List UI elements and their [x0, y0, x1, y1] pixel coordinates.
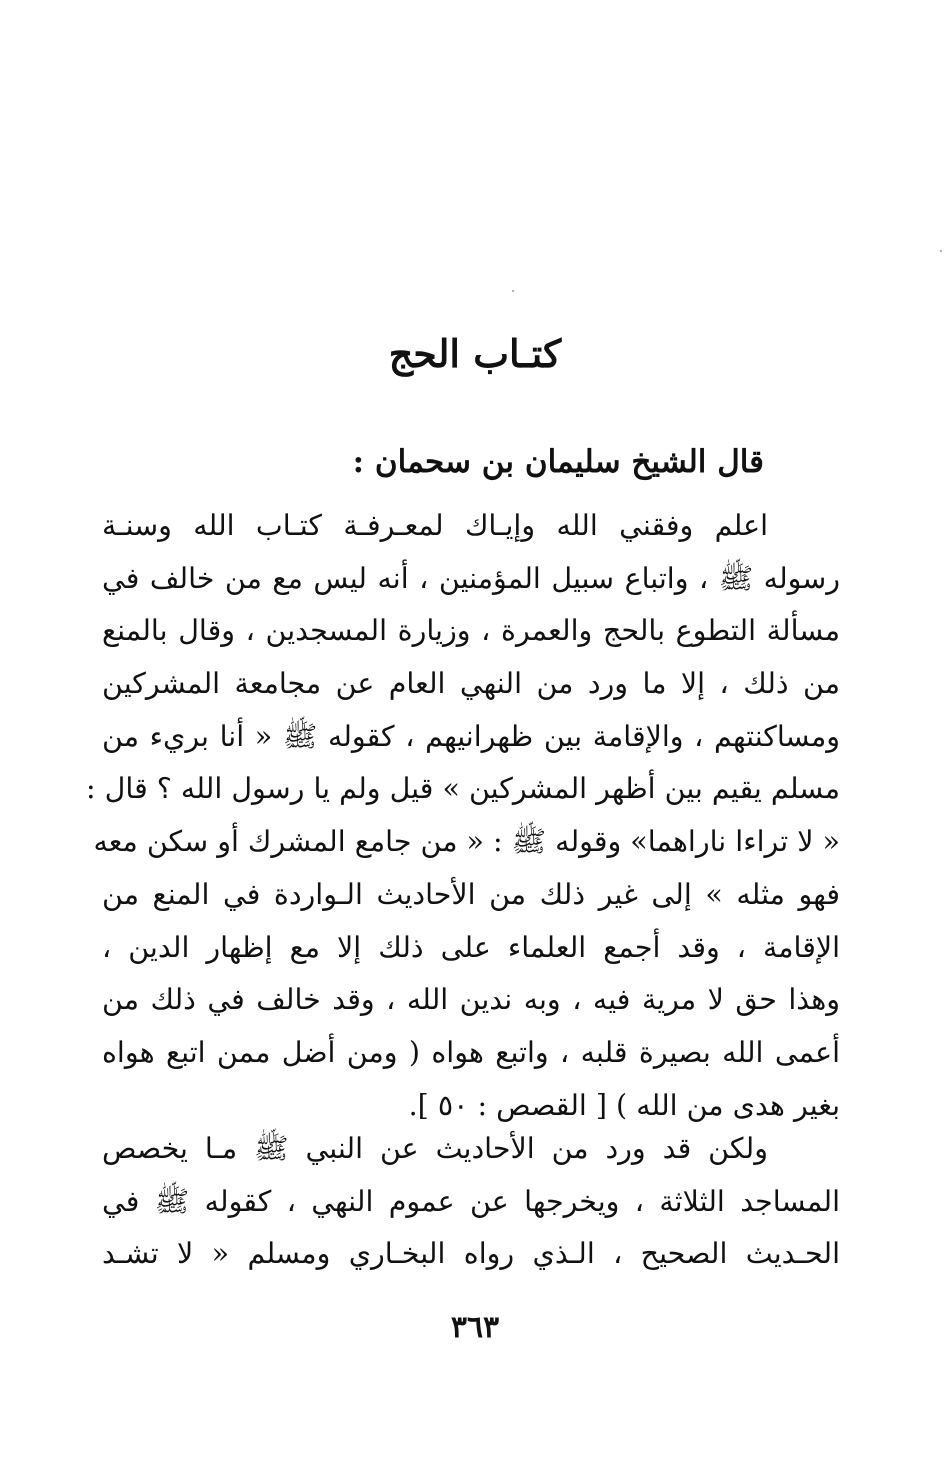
text-line: وهذا حق لا مرية فيه ، وبه ندين الله ، وقد خالف في ذلك من	[102, 983, 840, 1017]
speaker-heading: قال الشيخ سليمان بن سحمان :	[352, 444, 764, 480]
text-line: بغير هدى من الله ) [ القصص : ٥٠ ].	[408, 1088, 840, 1122]
text-line: اعلم وفقني الله وإيـاك لمعـرفـة كتـاب الله وسنـة	[102, 509, 768, 542]
page-number: ٣٦٣	[450, 1310, 500, 1345]
text-line: ومساكنتهم ، والإقامة بين ظهرانيهم ، كقوله ﷺ « أنا بريء من	[102, 719, 840, 753]
text-line: مسألة التطوع بالحج والعمرة ، وزيارة المسجدين ، وقال بالمنع	[102, 614, 840, 648]
text-line: المساجد الثلاثة ، ويخرجها عن عموم النهي ، كقوله ﷺ في	[102, 1184, 840, 1218]
text-line: رسوله ﷺ ، واتباع سبيل المؤمنين ، أنه ليس مع من خالف في	[102, 561, 840, 595]
text-line: الإقامة ، وقد أجمع العلماء على ذلك إلا مع إظهار الدين ،	[102, 930, 840, 964]
text-line: ولكن قد ورد من الأحاديث عن النبي ﷺ مـا يخصص	[102, 1132, 768, 1165]
text-line: « لا تراءا ناراهما» وقوله ﷺ : « من جامع المشرك أو سكن معه	[93, 825, 840, 859]
text-line: فهو مثله » إلى غير ذلك من الأحاديث الـواردة في المنع من	[102, 877, 840, 911]
chapter-title: كتـاب الحج	[388, 331, 562, 376]
paragraph-1	[86, 500, 840, 1132]
text-line: أعمى الله بصيرة قلبه ، واتبع هواه ( ومن أضل ممن اتبع هواه	[102, 1035, 840, 1069]
text-line: مسلم يقيم بين أظهر المشركين » قيل ولم يا رسول الله ؟ قال :	[86, 772, 840, 806]
text-line: من ذلك ، إلا ما ورد من النهي العام عن مجامعة المشركين	[102, 667, 840, 701]
scan-speck	[512, 290, 514, 292]
text-line: الحـديث الصحيح ، الـذي رواه البخـاري ومسلم « لا تشـد	[102, 1237, 840, 1271]
scan-speck	[940, 250, 942, 252]
paragraph-2	[102, 1123, 840, 1281]
